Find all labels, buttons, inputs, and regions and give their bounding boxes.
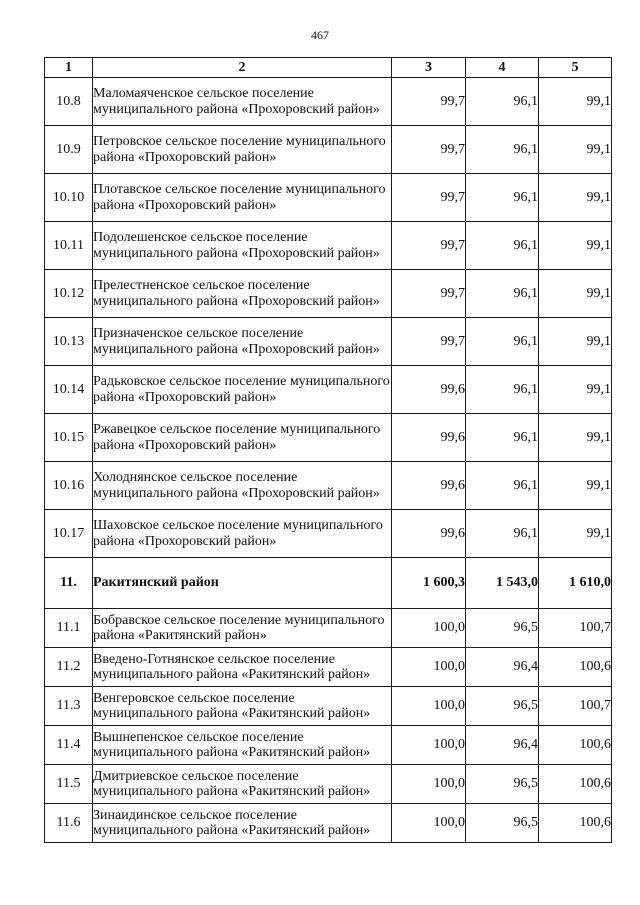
value-col-4: 96,5 <box>466 687 539 726</box>
value-col-5: 99,1 <box>539 318 612 366</box>
value-col-3: 99,7 <box>392 174 466 222</box>
table-row <box>45 648 612 687</box>
section-value-col-4: 1 543,0 <box>466 558 539 609</box>
value-col-3: 99,6 <box>392 366 466 414</box>
settlement-name: Вышнепенское сельское поселение муниципального района «Ракитянский район» <box>93 726 392 765</box>
table-row <box>45 222 612 270</box>
settlement-name: Бобравское сельское поселение муниципального района «Ракитянский район» <box>93 609 392 648</box>
row-number: 11.4 <box>45 726 93 765</box>
value-col-4: 96,1 <box>466 366 539 414</box>
value-col-3: 100,0 <box>392 648 466 687</box>
table-row <box>45 609 612 648</box>
value-col-5: 99,1 <box>539 510 612 558</box>
section-number: 11. <box>45 558 93 609</box>
value-col-3: 99,7 <box>392 270 466 318</box>
row-number: 10.8 <box>45 78 93 126</box>
value-col-5: 99,1 <box>539 414 612 462</box>
value-col-4: 96,1 <box>466 222 539 270</box>
value-col-5: 100,6 <box>539 765 612 804</box>
value-col-5: 100,7 <box>539 687 612 726</box>
section-value-col-5: 1 610,0 <box>539 558 612 609</box>
settlement-name: Ржавецкое сельское поселение муниципального района «Прохоровский район» <box>93 414 392 462</box>
section-name: Ракитянский район <box>93 558 392 609</box>
table-row <box>45 765 612 804</box>
row-number: 10.13 <box>45 318 93 366</box>
value-col-4: 96,1 <box>466 126 539 174</box>
column-header-1: 1 <box>45 58 93 78</box>
column-header-5: 5 <box>539 58 612 78</box>
row-number: 10.12 <box>45 270 93 318</box>
value-col-5: 99,1 <box>539 222 612 270</box>
column-header-3: 3 <box>392 58 466 78</box>
table-row <box>45 414 612 462</box>
table-row <box>45 78 612 126</box>
row-number: 11.6 <box>45 804 93 843</box>
value-col-4: 96,5 <box>466 804 539 843</box>
settlement-name: Радьковское сельское поселение муниципального района «Прохоровский район» <box>93 366 392 414</box>
settlement-name: Петровское сельское поселение муниципального района «Прохоровский район» <box>93 126 392 174</box>
page-number: 467 <box>311 28 329 42</box>
settlement-name: Подолешенское сельское поселение муниципального района «Прохоровский район» <box>93 222 392 270</box>
value-col-4: 96,1 <box>466 462 539 510</box>
row-number: 10.9 <box>45 126 93 174</box>
row-number: 10.17 <box>45 510 93 558</box>
settlement-name: Шаховское сельское поселение муниципального района «Прохоровский район» <box>93 510 392 558</box>
row-number: 10.15 <box>45 414 93 462</box>
value-col-4: 96,4 <box>466 726 539 765</box>
table-row <box>45 366 612 414</box>
value-col-5: 99,1 <box>539 270 612 318</box>
table-row <box>45 270 612 318</box>
value-col-3: 99,7 <box>392 78 466 126</box>
data-table <box>44 57 612 843</box>
table-row <box>45 462 612 510</box>
value-col-3: 99,6 <box>392 414 466 462</box>
section-row <box>45 558 612 609</box>
row-number: 11.2 <box>45 648 93 687</box>
value-col-3: 100,0 <box>392 804 466 843</box>
row-number: 10.14 <box>45 366 93 414</box>
value-col-5: 99,1 <box>539 174 612 222</box>
value-col-3: 100,0 <box>392 765 466 804</box>
value-col-5: 100,6 <box>539 726 612 765</box>
table-row <box>45 687 612 726</box>
row-number: 11.5 <box>45 765 93 804</box>
column-header-4: 4 <box>466 58 539 78</box>
value-col-3: 100,0 <box>392 726 466 765</box>
value-col-3: 99,7 <box>392 126 466 174</box>
row-number: 11.1 <box>45 609 93 648</box>
settlement-name: Призначенское сельское поселение муниципального района «Прохоровский район» <box>93 318 392 366</box>
table-row <box>45 726 612 765</box>
settlement-name: Прелестненское сельское поселение муниципального района «Прохоровский район» <box>93 270 392 318</box>
settlement-name: Зинаидинское сельское поселение муниципального района «Ракитянский район» <box>93 804 392 843</box>
table-row <box>45 804 612 843</box>
table-row <box>45 318 612 366</box>
value-col-5: 99,1 <box>539 462 612 510</box>
table-row <box>45 126 612 174</box>
value-col-3: 99,6 <box>392 462 466 510</box>
column-header-2: 2 <box>93 58 392 78</box>
value-col-4: 96,5 <box>466 765 539 804</box>
table-row <box>45 510 612 558</box>
row-number: 10.11 <box>45 222 93 270</box>
value-col-3: 100,0 <box>392 609 466 648</box>
value-col-4: 96,5 <box>466 609 539 648</box>
value-col-3: 99,7 <box>392 222 466 270</box>
value-col-4: 96,1 <box>466 174 539 222</box>
value-col-3: 100,0 <box>392 687 466 726</box>
value-col-4: 96,1 <box>466 270 539 318</box>
value-col-5: 99,1 <box>539 78 612 126</box>
row-number: 10.16 <box>45 462 93 510</box>
row-number: 11.3 <box>45 687 93 726</box>
value-col-4: 96,4 <box>466 648 539 687</box>
section-value-col-3: 1 600,3 <box>392 558 466 609</box>
value-col-5: 99,1 <box>539 366 612 414</box>
value-col-4: 96,1 <box>466 318 539 366</box>
value-col-5: 100,7 <box>539 609 612 648</box>
settlement-name: Венгеровское сельское поселение муниципального района «Ракитянский район» <box>93 687 392 726</box>
settlement-name: Холоднянское сельское поселение муниципального района «Прохоровский район» <box>93 462 392 510</box>
value-col-3: 99,7 <box>392 318 466 366</box>
value-col-4: 96,1 <box>466 414 539 462</box>
value-col-5: 100,6 <box>539 648 612 687</box>
table-header-row <box>45 58 612 78</box>
settlement-name: Плотавское сельское поселение муниципального района «Прохоровский район» <box>93 174 392 222</box>
value-col-5: 99,1 <box>539 126 612 174</box>
value-col-5: 100,6 <box>539 804 612 843</box>
settlement-name: Маломаяченское сельское поселение муниципального района «Прохоровский район» <box>93 78 392 126</box>
settlement-name: Введено-Готнянское сельское поселение муниципального района «Ракитянский район» <box>93 648 392 687</box>
value-col-3: 99,6 <box>392 510 466 558</box>
row-number: 10.10 <box>45 174 93 222</box>
value-col-4: 96,1 <box>466 510 539 558</box>
value-col-4: 96,1 <box>466 78 539 126</box>
settlement-name: Дмитриевское сельское поселение муниципального района «Ракитянский район» <box>93 765 392 804</box>
table-row <box>45 174 612 222</box>
